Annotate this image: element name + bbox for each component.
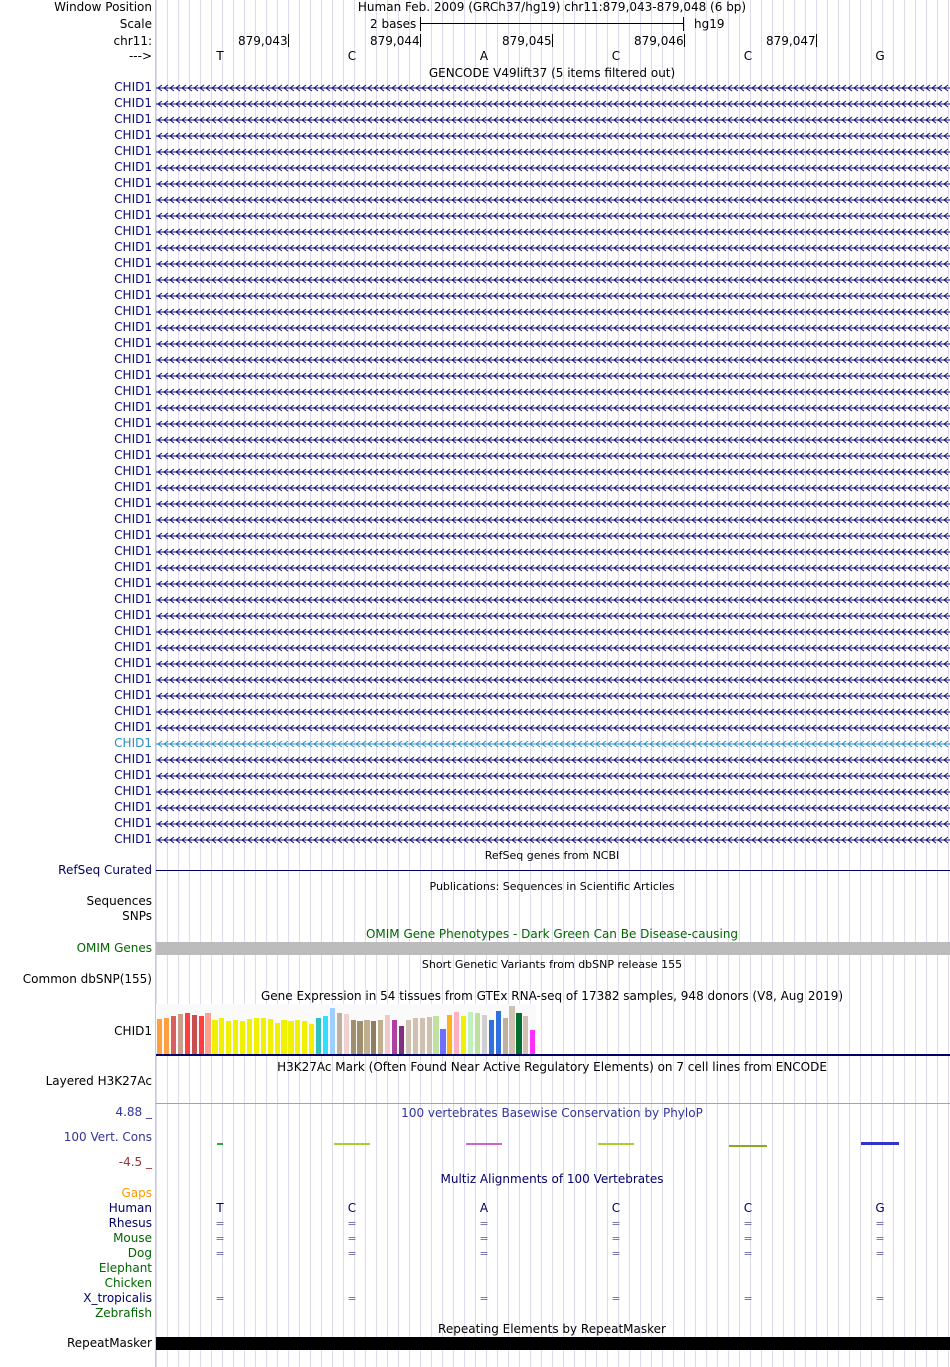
gtex-tissue-bar[interactable]: [523, 1016, 528, 1054]
dbsnp-title: Short Genetic Variants from dbSNP release 155: [421, 958, 683, 971]
gencode-transcript[interactable]: [156, 657, 950, 671]
gtex-tissue-bar[interactable]: [399, 1026, 404, 1054]
alignment-match: =: [215, 1232, 225, 1245]
gencode-transcript[interactable]: [156, 593, 950, 607]
gencode-row-label[interactable]: CHID1: [114, 464, 152, 478]
gencode-row-label[interactable]: CHID1: [114, 784, 152, 798]
alignment-match: =: [611, 1232, 621, 1245]
alignment-match: =: [743, 1232, 753, 1245]
human-base: C: [347, 1201, 357, 1215]
gtex-label[interactable]: CHID1: [114, 1024, 152, 1038]
gtex-tissue-bar[interactable]: [468, 1012, 473, 1054]
multiz-species-label[interactable]: Elephant: [98, 1261, 152, 1275]
conservation-mark[interactable]: [861, 1142, 899, 1145]
gencode-transcript[interactable]: [156, 769, 950, 783]
gencode-transcript[interactable]: [156, 225, 950, 239]
gencode-transcript[interactable]: [156, 433, 950, 447]
gtex-bar-chart[interactable]: [156, 1004, 536, 1054]
gtex-tissue-bar[interactable]: [516, 1013, 521, 1054]
multiz-species-label[interactable]: Mouse: [113, 1231, 152, 1245]
gtex-tissue-bar[interactable]: [406, 1020, 411, 1054]
gtex-tissue-bar[interactable]: [212, 1020, 217, 1054]
gencode-transcript[interactable]: [156, 465, 950, 479]
conservation-mark[interactable]: [598, 1143, 634, 1145]
gencode-row-label[interactable]: CHID1: [114, 304, 152, 318]
gtex-tissue-bar[interactable]: [295, 1020, 300, 1054]
base-letter: A: [479, 49, 489, 63]
gencode-transcript[interactable]: [156, 625, 950, 639]
multiz-species-label[interactable]: Chicken: [104, 1276, 152, 1290]
refseq-line[interactable]: [156, 870, 950, 871]
gtex-tissue-bar[interactable]: [192, 1015, 197, 1054]
alignment-match: =: [215, 1217, 225, 1230]
alignment-match: =: [875, 1292, 885, 1305]
multiz-species-label[interactable]: X_tropicalis: [83, 1291, 152, 1305]
gencode-row-label[interactable]: CHID1: [114, 144, 152, 158]
alignment-match: =: [215, 1247, 225, 1260]
gtex-tissue-bar[interactable]: [482, 1015, 487, 1054]
gencode-row-label[interactable]: CHID1: [114, 480, 152, 494]
coordinate-label: 879,046: [634, 34, 684, 48]
gencode-row-label[interactable]: CHID1: [114, 320, 152, 334]
gencode-transcript[interactable]: [156, 721, 950, 735]
gencode-row-label[interactable]: CHID1: [114, 336, 152, 350]
gencode-transcript[interactable]: [156, 337, 950, 351]
gencode-row-label[interactable]: CHID1: [114, 720, 152, 734]
gtex-tissue-bar[interactable]: [261, 1018, 266, 1054]
gtex-tissue-bar[interactable]: [281, 1020, 286, 1054]
snps-label[interactable]: SNPs: [122, 909, 152, 923]
gtex-tissue-bar[interactable]: [530, 1030, 535, 1054]
gencode-row-label[interactable]: CHID1: [114, 432, 152, 446]
human-base: C: [743, 1201, 753, 1215]
gencode-row-label[interactable]: CHID1: [114, 192, 152, 206]
gencode-transcript[interactable]: [156, 289, 950, 303]
gencode-transcript[interactable]: [156, 705, 950, 719]
gencode-row-label[interactable]: CHID1: [114, 368, 152, 382]
gencode-row-label[interactable]: CHID1: [114, 176, 152, 190]
scale-label: Scale: [119, 17, 152, 31]
gencode-row-label[interactable]: CHID1: [114, 560, 152, 574]
alignment-match: =: [875, 1247, 885, 1260]
gencode-row-label[interactable]: CHID1: [114, 512, 152, 526]
gencode-row-label[interactable]: CHID1: [114, 672, 152, 686]
gencode-transcript[interactable]: [156, 641, 950, 655]
gtex-tissue-bar[interactable]: [385, 1015, 390, 1054]
gencode-transcript[interactable]: [156, 129, 950, 143]
gencode-row-label[interactable]: CHID1: [114, 592, 152, 606]
coordinate-tick: [552, 34, 553, 47]
gtex-title: Gene Expression in 54 tissues from GTEx RNA-seq of 17382 samples, 948 donors (V8, Aug 2019): [260, 989, 844, 1003]
h3k27ac-baseline: [156, 1103, 950, 1104]
omim-label[interactable]: OMIM Genes: [76, 941, 152, 955]
gencode-row-label[interactable]: CHID1: [114, 400, 152, 414]
gencode-transcript[interactable]: [156, 545, 950, 559]
multiz-species-label[interactable]: Dog: [127, 1246, 152, 1260]
gencode-transcript[interactable]: [156, 753, 950, 767]
gencode-transcript[interactable]: [156, 449, 950, 463]
gencode-title: GENCODE V49lift37 (5 items filtered out): [428, 66, 676, 80]
window-position-label: Window Position: [54, 0, 152, 14]
gtex-tissue-bar[interactable]: [392, 1020, 397, 1054]
gtex-tissue-bar[interactable]: [447, 1015, 452, 1054]
coordinate-label: 879,043: [238, 34, 288, 48]
alignment-match: =: [479, 1292, 489, 1305]
gencode-row-label[interactable]: CHID1: [114, 224, 152, 238]
gtex-tissue-bar[interactable]: [233, 1020, 238, 1054]
gtex-tissue-bar[interactable]: [171, 1016, 176, 1054]
multiz-species-label[interactable]: Gaps: [121, 1186, 152, 1200]
gencode-row-label[interactable]: CHID1: [114, 640, 152, 654]
gencode-transcript[interactable]: [156, 609, 950, 623]
alignment-match: =: [347, 1292, 357, 1305]
gencode-transcript[interactable]: [156, 529, 950, 543]
gencode-transcript[interactable]: [156, 481, 950, 495]
gencode-row-label[interactable]: CHID1: [114, 240, 152, 254]
gencode-row-label[interactable]: CHID1: [114, 832, 152, 846]
gencode-transcript[interactable]: [156, 273, 950, 287]
gtex-tissue-bar[interactable]: [240, 1021, 245, 1054]
omim-title: OMIM Gene Phenotypes - Dark Green Can Be Disease-causing: [365, 927, 739, 941]
gtex-tissue-bar[interactable]: [157, 1019, 162, 1054]
conservation-mark[interactable]: [466, 1143, 502, 1145]
window-position-value: Human Feb. 2009 (GRCh37/hg19) chr11:879,043-879,048 (6 bp): [357, 0, 747, 14]
coordinate-label: 879,044: [370, 34, 420, 48]
gtex-tissue-bar[interactable]: [185, 1013, 190, 1054]
base-letter: C: [611, 49, 621, 63]
alignment-match: =: [347, 1217, 357, 1230]
gencode-row-label[interactable]: CHID1: [114, 128, 152, 142]
repeatmasker-bar[interactable]: [156, 1337, 950, 1350]
publications-label[interactable]: Sequences: [86, 894, 152, 908]
gtex-tissue-bar[interactable]: [364, 1020, 369, 1054]
alignment-match: =: [479, 1247, 489, 1260]
gencode-row-label[interactable]: CHID1: [114, 496, 152, 510]
multiz-title: Multiz Alignments of 100 Vertebrates: [440, 1172, 664, 1186]
gencode-transcript[interactable]: [156, 673, 950, 687]
gencode-transcript[interactable]: [156, 817, 950, 831]
gtex-tissue-bar[interactable]: [330, 1008, 335, 1054]
gtex-tissue-bar[interactable]: [288, 1021, 293, 1054]
gtex-tissue-bar[interactable]: [199, 1016, 204, 1054]
gtex-tissue-bar[interactable]: [440, 1029, 445, 1054]
alignment-match: =: [743, 1217, 753, 1230]
gtex-tissue-bar[interactable]: [503, 1018, 508, 1054]
gencode-transcript[interactable]: [156, 257, 950, 271]
gencode-transcript[interactable]: [156, 241, 950, 255]
gtex-tissue-bar[interactable]: [205, 1013, 210, 1054]
base-letter: G: [875, 49, 885, 63]
gencode-row-label[interactable]: CHID1: [114, 352, 152, 366]
gencode-transcript[interactable]: [156, 401, 950, 415]
gencode-transcript[interactable]: [156, 353, 950, 367]
base-letter: T: [216, 49, 224, 63]
gencode-row-label[interactable]: CHID1: [114, 528, 152, 542]
gencode-row-label[interactable]: CHID1: [114, 80, 152, 94]
gencode-row-label[interactable]: CHID1: [114, 816, 152, 830]
base-letter: C: [743, 49, 753, 63]
alignment-match: =: [611, 1247, 621, 1260]
alignment-match: =: [743, 1292, 753, 1305]
omim-bar[interactable]: [156, 942, 950, 955]
gtex-tissue-bar[interactable]: [420, 1018, 425, 1054]
label-divider: [155, 0, 156, 1367]
gtex-tissue-bar[interactable]: [496, 1011, 501, 1054]
gtex-tissue-bar[interactable]: [509, 1006, 514, 1054]
gencode-row-label[interactable]: CHID1: [114, 768, 152, 782]
alignment-match: =: [347, 1232, 357, 1245]
gtex-tissue-bar[interactable]: [475, 1013, 480, 1054]
dbsnp-label[interactable]: Common dbSNP(155): [22, 972, 152, 986]
gencode-transcript[interactable]: [156, 321, 950, 335]
gencode-transcript[interactable]: [156, 801, 950, 815]
gtex-tissue-bar[interactable]: [371, 1021, 376, 1054]
gtex-tissue-bar[interactable]: [164, 1018, 169, 1054]
coordinate-tick: [684, 34, 685, 47]
gencode-row-label[interactable]: CHID1: [114, 288, 152, 302]
conservation-ymax: 4.88 _: [115, 1105, 152, 1119]
gencode-transcript[interactable]: [156, 113, 950, 127]
repeatmasker-label[interactable]: RepeatMasker: [66, 1336, 152, 1350]
gencode-row-label[interactable]: CHID1: [114, 704, 152, 718]
conservation-label[interactable]: 100 Vert. Cons: [63, 1130, 152, 1144]
multiz-species-label[interactable]: Zebrafish: [95, 1306, 152, 1320]
gtex-tissue-bar[interactable]: [489, 1020, 494, 1054]
conservation-title: 100 vertebrates Basewise Conservation by PhyloP: [401, 1106, 703, 1120]
gtex-tissue-bar[interactable]: [413, 1018, 418, 1054]
gencode-row-label[interactable]: CHID1: [114, 624, 152, 638]
alignment-match: =: [743, 1247, 753, 1260]
gencode-transcript[interactable]: [156, 497, 950, 511]
gtex-tissue-bar[interactable]: [461, 1016, 466, 1054]
conservation-mark[interactable]: [217, 1143, 223, 1145]
gencode-row-label[interactable]: CHID1: [114, 656, 152, 670]
gtex-tissue-bar[interactable]: [427, 1017, 432, 1054]
gencode-row-label[interactable]: CHID1: [114, 272, 152, 286]
gtex-baseline: [156, 1054, 950, 1056]
gtex-tissue-bar[interactable]: [454, 1012, 459, 1054]
strand-label: --->: [128, 49, 152, 63]
gencode-transcript[interactable]: [156, 833, 950, 847]
chrom-label: chr11:: [113, 34, 152, 48]
conservation-ymin: -4.5 _: [118, 1155, 152, 1169]
conservation-mark[interactable]: [729, 1145, 767, 1147]
alignment-match: =: [611, 1292, 621, 1305]
coordinate-tick: [420, 34, 421, 47]
gencode-transcript[interactable]: [156, 561, 950, 575]
gtex-tissue-bar[interactable]: [433, 1016, 438, 1054]
gencode-transcript[interactable]: [156, 145, 950, 159]
coordinate-label: 879,045: [502, 34, 552, 48]
gencode-row-label[interactable]: CHID1: [114, 208, 152, 222]
scale-assembly: hg19: [694, 17, 725, 31]
gtex-tissue-bar[interactable]: [219, 1018, 224, 1054]
gtex-tissue-bar[interactable]: [178, 1014, 183, 1054]
conservation-mark[interactable]: [334, 1143, 370, 1145]
gencode-row-label[interactable]: CHID1: [114, 416, 152, 430]
gtex-tissue-bar[interactable]: [226, 1021, 231, 1054]
alignment-match: =: [347, 1247, 357, 1260]
gencode-transcript[interactable]: [156, 193, 950, 207]
gencode-transcript[interactable]: [156, 513, 950, 527]
alignment-match: =: [215, 1292, 225, 1305]
gtex-tissue-bar[interactable]: [275, 1023, 280, 1054]
gencode-transcript[interactable]: [156, 305, 950, 319]
gencode-transcript[interactable]: [156, 737, 950, 751]
repeatmasker-title: Repeating Elements by RepeatMasker: [438, 1322, 666, 1336]
refseq-label[interactable]: RefSeq Curated: [58, 863, 152, 877]
publications-title: Publications: Sequences in Scientific Articles: [429, 880, 675, 893]
gtex-tissue-bar[interactable]: [302, 1021, 307, 1054]
gtex-tissue-bar[interactable]: [351, 1020, 356, 1054]
gtex-tissue-bar[interactable]: [337, 1013, 342, 1054]
gencode-row-label[interactable]: CHID1: [114, 752, 152, 766]
gencode-transcript[interactable]: [156, 369, 950, 383]
gtex-tissue-bar[interactable]: [344, 1014, 349, 1054]
multiz-species-label[interactable]: Human: [108, 1201, 152, 1215]
refseq-title: RefSeq genes from NCBI: [484, 849, 620, 862]
human-base: C: [611, 1201, 621, 1215]
coordinate-tick: [288, 34, 289, 47]
alignment-match: =: [479, 1232, 489, 1245]
coordinate-tick: [816, 34, 817, 47]
alignment-match: =: [611, 1217, 621, 1230]
gencode-transcript[interactable]: [156, 577, 950, 591]
gtex-tissue-bar[interactable]: [323, 1016, 328, 1054]
human-base: G: [875, 1201, 885, 1215]
alignment-match: =: [875, 1232, 885, 1245]
base-letter: C: [347, 49, 357, 63]
gencode-row-label[interactable]: CHID1: [114, 96, 152, 110]
gencode-transcript[interactable]: [156, 417, 950, 431]
coordinate-label: 879,047: [766, 34, 816, 48]
gencode-transcript[interactable]: [156, 81, 950, 95]
gencode-row-label[interactable]: CHID1: [114, 688, 152, 702]
gencode-transcript[interactable]: [156, 689, 950, 703]
gencode-row-label[interactable]: CHID1: [114, 608, 152, 622]
gtex-tissue-bar[interactable]: [357, 1021, 362, 1054]
gtex-tissue-bar[interactable]: [309, 1024, 314, 1054]
gtex-tissue-bar[interactable]: [247, 1019, 252, 1054]
gencode-row-label[interactable]: CHID1: [114, 736, 152, 750]
gencode-row-label[interactable]: CHID1: [114, 160, 152, 174]
h3k27ac-title: H3K27Ac Mark (Often Found Near Active Regulatory Elements) on 7 cell lines from ENCODE: [277, 1060, 827, 1074]
scale-text: 2 bases: [370, 17, 417, 31]
scale-bar: [420, 17, 684, 31]
human-base: T: [216, 1201, 224, 1215]
multiz-species-label[interactable]: Rhesus: [108, 1216, 152, 1230]
gencode-row-label[interactable]: CHID1: [114, 576, 152, 590]
alignment-match: =: [479, 1217, 489, 1230]
gencode-transcript[interactable]: [156, 209, 950, 223]
gencode-row-label[interactable]: CHID1: [114, 544, 152, 558]
h3k27ac-label[interactable]: Layered H3K27Ac: [45, 1074, 152, 1088]
gtex-tissue-bar[interactable]: [254, 1018, 259, 1054]
human-base: A: [479, 1201, 489, 1215]
gtex-tissue-bar[interactable]: [316, 1018, 321, 1054]
gencode-row-label[interactable]: CHID1: [114, 112, 152, 126]
gencode-transcript[interactable]: [156, 785, 950, 799]
gencode-row-label[interactable]: CHID1: [114, 448, 152, 462]
gtex-tissue-bar[interactable]: [268, 1019, 273, 1054]
gencode-transcript[interactable]: [156, 177, 950, 191]
gencode-transcript[interactable]: [156, 97, 950, 111]
gencode-transcript[interactable]: [156, 161, 950, 175]
gencode-row-label[interactable]: CHID1: [114, 384, 152, 398]
gencode-row-label[interactable]: CHID1: [114, 256, 152, 270]
gencode-transcript[interactable]: [156, 385, 950, 399]
alignment-match: =: [875, 1217, 885, 1230]
gtex-tissue-bar[interactable]: [378, 1020, 383, 1054]
gencode-row-label[interactable]: CHID1: [114, 800, 152, 814]
